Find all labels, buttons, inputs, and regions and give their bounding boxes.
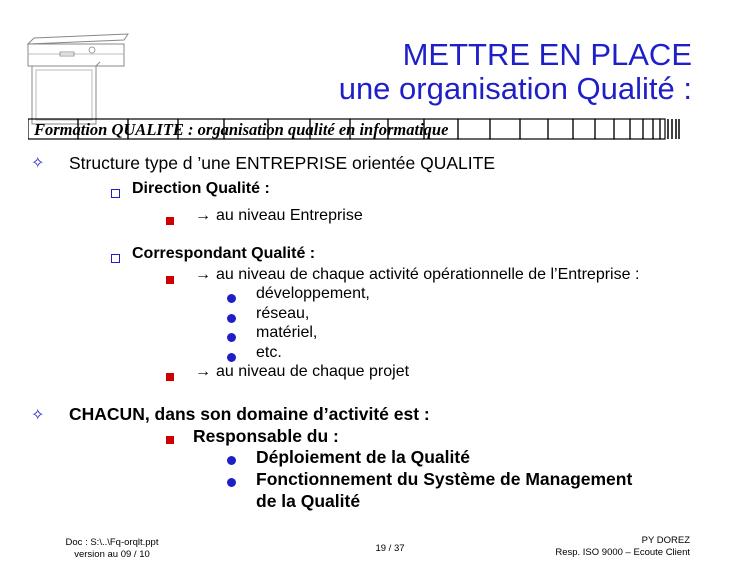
blue-dot-bullet-icon <box>227 452 236 470</box>
sub-item: réseau, <box>256 305 310 322</box>
slide-title <box>339 38 692 106</box>
footer-doc-version: version au 09 / 10 <box>74 549 150 560</box>
resp-item: Déploiement de la Qualité <box>256 447 470 467</box>
footer-doc <box>50 537 174 561</box>
red-square-bullet-icon <box>166 368 174 386</box>
arrow-icon: → <box>195 266 211 283</box>
title-line-1: METTRE EN PLACE <box>402 37 692 72</box>
structure-heading: Structure type d ’une ENTREPRISE orientée QUALITE <box>69 153 496 173</box>
red-square-bullet-icon <box>166 431 174 449</box>
correspondant-label: Correspondant Qualité : <box>132 245 316 262</box>
arrow-icon: → <box>195 363 211 380</box>
red-square-bullet-icon <box>166 271 174 289</box>
banner-title: Formation QUALITE : organisation qualité en informatique <box>34 120 449 139</box>
sub-item: développement, <box>256 285 370 302</box>
blue-dot-bullet-icon <box>227 310 236 328</box>
footer-author <box>555 535 690 559</box>
square-bullet-icon <box>111 185 120 203</box>
resp-item: de la Qualité <box>256 491 361 511</box>
sub-item: etc. <box>256 344 282 361</box>
direction-label: Direction Qualité : <box>132 180 270 197</box>
chacun-heading: CHACUN, dans son domaine d’activité est : <box>69 404 430 424</box>
blue-dot-bullet-icon <box>227 329 236 347</box>
computer-logo-icon <box>22 30 130 128</box>
direction-item: au niveau Entreprise <box>216 207 363 224</box>
title-line-2: une organisation Qualité : <box>338 71 692 106</box>
blue-dot-bullet-icon <box>227 290 236 308</box>
correspondant-item-1: au niveau de chaque activité opérationnelle de l’Entreprise : <box>216 266 640 283</box>
footer-page-number: 19 / 37 <box>375 543 405 554</box>
blue-dot-bullet-icon <box>227 474 236 492</box>
responsable-label: Responsable du : <box>193 426 339 446</box>
checkmark-bullet-icon: ✧ <box>31 407 45 424</box>
square-bullet-icon <box>111 250 120 268</box>
sub-item: matériel, <box>256 324 318 341</box>
arrow-icon: → <box>195 207 211 224</box>
footer-author-name: PY DOREZ <box>641 535 690 546</box>
footer-author-role: Resp. ISO 9000 – Ecoute Client <box>555 547 690 558</box>
correspondant-item-2: au niveau de chaque projet <box>216 363 410 380</box>
resp-item: Fonctionnement du Système de Management <box>256 469 633 489</box>
checkmark-bullet-icon: ✧ <box>31 155 45 172</box>
footer-doc-path: Doc : S:\..\Fq-orqlt.ppt <box>65 537 159 548</box>
red-square-bullet-icon <box>166 212 174 230</box>
